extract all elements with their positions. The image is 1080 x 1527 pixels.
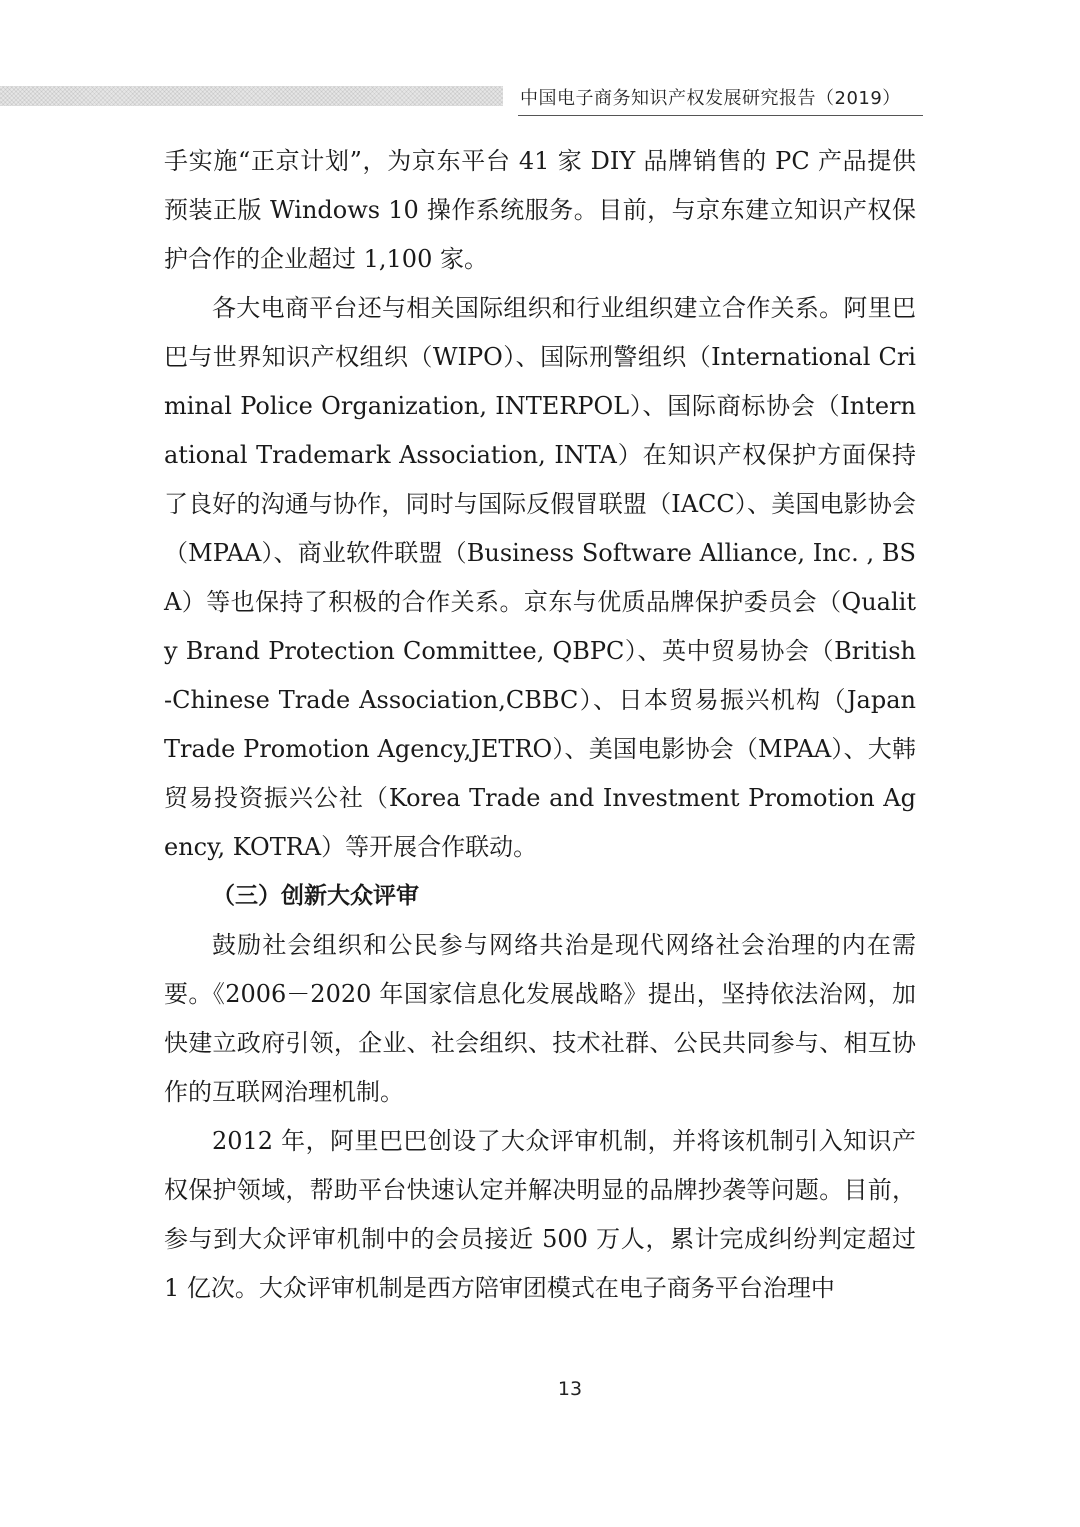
header-rule	[518, 115, 923, 116]
paragraph-international-cooperation: 各大电商平台还与相关国际组织和行业组织建立合作关系。阿里巴巴与世界知识产权组织（WIPO）、国际刑警组织（International Criminal Police Organization, INTERPOL）、国际商标协会（International Trademark Association, INTA）在知识产权保护方面保持了良好的沟通与协作，同时与国际反假冒联盟（IACC）、美国电影协会（MPAA）、商业软件联盟（Business Software Alliance, Inc. , BSA）等也保持了积极的合作关系。京东与优质品牌保护委员会（Quality Brand Protection Committee, QBPC）、英中贸易协会（British-Chinese Trade Association,CBBC）、日本贸易振兴机构（Japan Trade Promotion Agency,JETRO）、美国电影协会（MPAA）、大韩贸易投资振兴公社（Korea Trade and Investment Promotion Agency, KOTRA）等开展合作联动。	[164, 294, 916, 861]
paragraph-continuation: 手实施“正京计划”，为京东平台 41 家 DIY 品牌销售的 PC 产品提供预装正版 Windows 10 操作系统服务。目前，与京东建立知识产权保护合作的企业超过 1,100 家。	[164, 147, 916, 273]
header-decorative-band	[0, 86, 503, 106]
running-header-title: 中国电子商务知识产权发展研究报告（2019）	[520, 88, 901, 109]
page-body	[164, 137, 916, 1313]
page-number: 13	[557, 1378, 583, 1400]
paragraph-public-review: 2012 年，阿里巴巴创设了大众评审机制，并将该机制引入知识产权保护领域，帮助平台快速认定并解决明显的品牌抄袭等问题。目前，参与到大众评审机制中的会员接近 500 万人，累计完成纠纷判定超过 1 亿次。大众评审机制是西方陪审团模式在电子商务平台治理中	[164, 1127, 916, 1302]
section-heading: （三）创新大众评审	[212, 883, 419, 909]
paragraph-co-governance: 鼓励社会组织和公民参与网络共治是现代网络社会治理的内在需要。《2006－2020 年国家信息化发展战略》提出，坚持依法治网，加快建立政府引领，企业、社会组织、技术社群、公民共同参与、相互协作的互联网治理机制。	[164, 931, 916, 1106]
